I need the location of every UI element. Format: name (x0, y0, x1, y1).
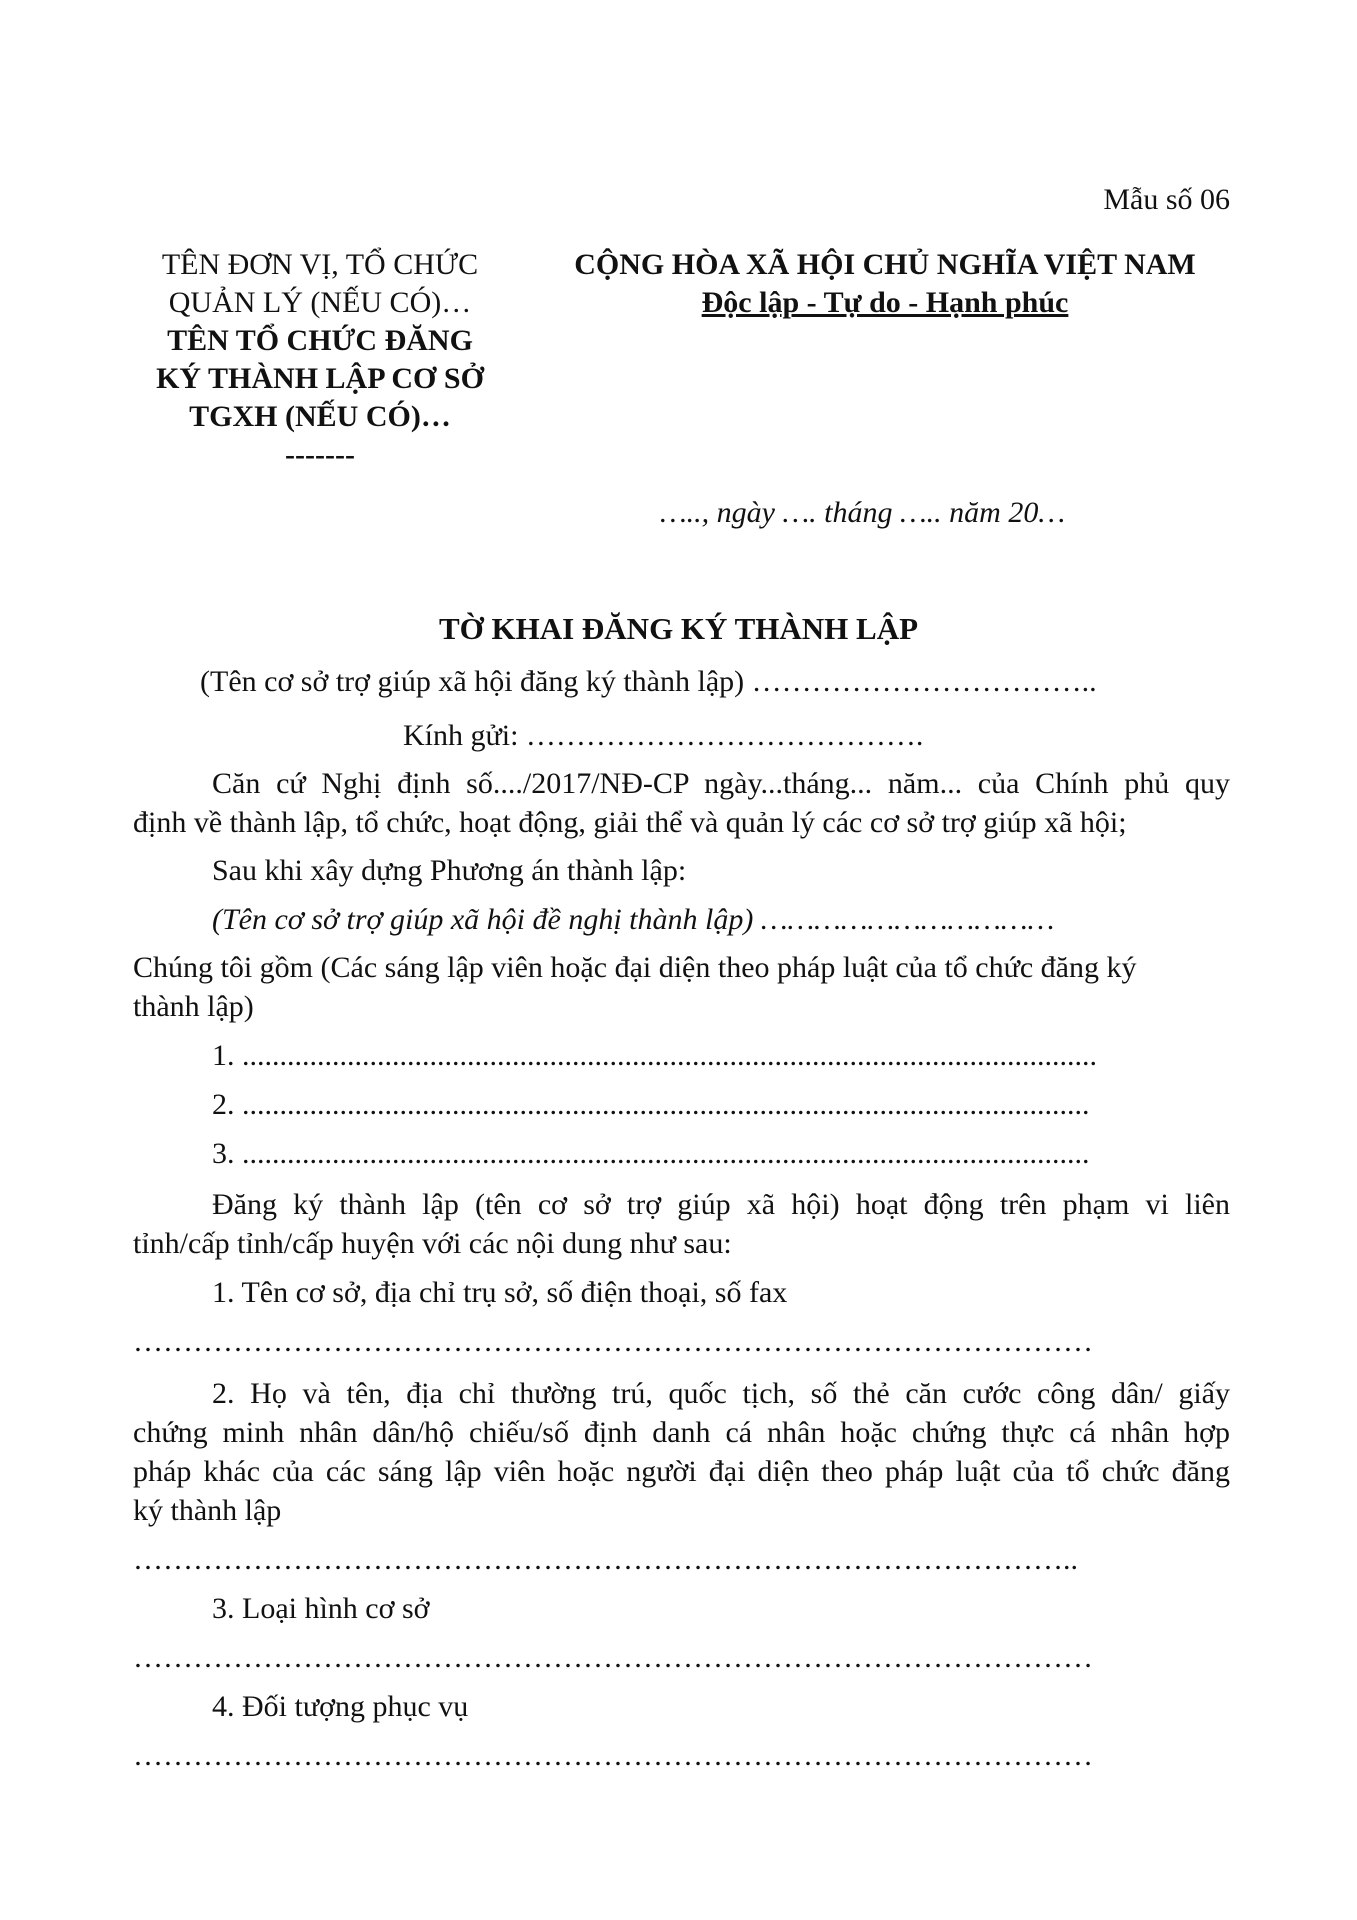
item-2-blank: ………………………………………………………………………………….. (133, 1543, 1078, 1576)
members-intro-line-2: thành lập) (133, 990, 254, 1023)
nation-name: CỘNG HÒA XÃ HỘI CHỦ NGHĨA VIỆT NAM (574, 248, 1196, 281)
proposed-name-line: (Tên cơ sở trợ giúp xã hội đề nghị thành lập) …………………………… (212, 903, 1055, 936)
item-2-line-4: ký thành lập (133, 1494, 282, 1527)
member-line-2: 2. ................................................................................................................. (212, 1088, 1090, 1121)
document-title: TỜ KHAI ĐĂNG KÝ THÀNH LẬP (438, 611, 919, 646)
registration-line-2: tỉnh/cấp tỉnh/cấp huyện với các nội dung như sau: (133, 1227, 732, 1260)
org-line-3: TÊN TỔ CHỨC ĐĂNG (167, 324, 473, 357)
item-4-blank: …………………………………………………………………………………… (133, 1739, 1093, 1772)
org-line-2: QUẢN LÝ (NẾU CÓ)… (168, 286, 472, 319)
item-1-blank: …………………………………………………………………………………… (133, 1325, 1093, 1358)
members-intro-line-1: Chúng tôi gồm (Các sáng lập viên hoặc đại diện theo pháp luật của tổ chức đăng ký (133, 951, 1137, 984)
addressee-line: Kính gửi: …………………………………. (403, 719, 924, 752)
member-line-3: 3. ................................................................................................................. (212, 1137, 1090, 1170)
item-3-blank: …………………………………………………………………………………… (133, 1641, 1093, 1674)
org-line-1: TÊN ĐƠN VỊ, TỔ CHỨC (161, 248, 479, 281)
item-2-line-3: pháp khác của các sáng lập viên hoặc người đại diện theo pháp luật của tổ chức đăng (133, 1455, 1230, 1488)
form-number: Mẫu số 06 (1103, 183, 1230, 216)
basis-line-2: định về thành lập, tổ chức, hoạt động, giải thể và quản lý các cơ sở trợ giúp xã hội; (133, 806, 1127, 839)
member-line-1: 1. .................................................................................................................. (212, 1039, 1097, 1072)
basis-line-1: Căn cứ Nghị định số..../2017/NĐ-CP ngày...tháng... năm... của Chính phủ quy (212, 767, 1230, 800)
issuing-organization-block (100, 246, 540, 474)
item-4-label: 4. Đối tượng phục vụ (212, 1690, 469, 1723)
registration-line-1: Đăng ký thành lập (tên cơ sở trợ giúp xã hội) hoạt động trên phạm vi liên (212, 1188, 1230, 1221)
item-1-label: 1. Tên cơ sở, địa chỉ trụ sở, số điện thoại, số fax (212, 1276, 788, 1309)
after-plan-line: Sau khi xây dựng Phương án thành lập: (212, 854, 687, 887)
national-heading (555, 246, 1215, 322)
item-2-line-2: chứng minh nhân dân/hộ chiếu/số định danh cá nhân hoặc chứng thực cá nhân hợp (133, 1416, 1230, 1449)
item-3-label: 3. Loại hình cơ sở (212, 1592, 430, 1625)
org-separator: ------- (285, 438, 355, 471)
org-line-4: KÝ THÀNH LẬP CƠ SỞ (156, 362, 484, 395)
national-motto: Độc lập - Tự do - Hạnh phúc (701, 286, 1069, 319)
document-subtitle: (Tên cơ sở trợ giúp xã hội đăng ký thành lập) …………………………….. (200, 665, 1097, 698)
org-line-5: TGXH (NẾU CÓ)… (189, 400, 451, 433)
date-line: ….., ngày …. tháng ….. năm 20… (660, 496, 1066, 529)
item-2-line-1: 2. Họ và tên, địa chỉ thường trú, quốc tịch, số thẻ căn cước công dân/ giấy (212, 1377, 1230, 1410)
